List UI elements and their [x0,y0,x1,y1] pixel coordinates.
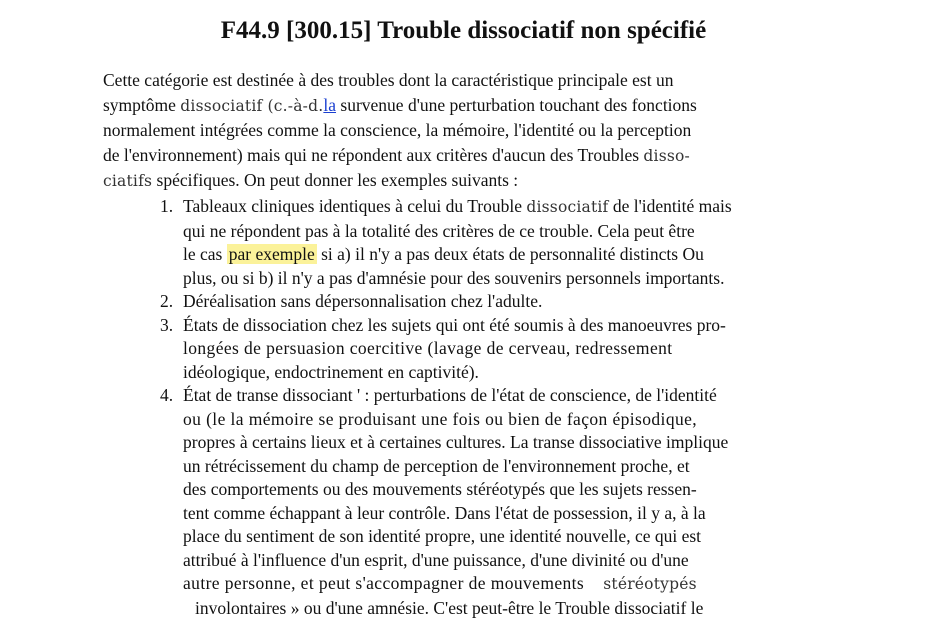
intro-line [103,143,863,169]
item-text: le cas [183,244,227,264]
item-line: involontaires » ou d'une amnésie. C'est peut-être le Trouble dissociatif le [195,597,704,618]
item-line: États de dissociation chez les sujets qui ont été soumis à des manoeuvres pro- [183,314,726,335]
intro-text: ciatifs [103,172,153,190]
item-line [183,572,855,597]
item-line: plus, ou si b) il n'y a pas d'amnésie pour des souvenirs personnels importants. [183,267,725,288]
list-item [155,195,855,290]
intro-text: dissociatif (c.-à-d. [180,96,324,115]
intro-line: normalement intégrées comme la conscience, la mémoire, l'identité ou la perception [103,120,692,140]
item-line: tent comme échappant à leur contrôle. Dans l'état de possession, il y a, à la [183,502,706,523]
la-link[interactable]: la [323,94,337,115]
list-number: 4. [160,385,174,405]
item-line: longées de persuasion coercitive (lavage de cerveau, redressement [183,338,673,358]
item-text: stéréotypés [603,575,697,593]
item-line: Déréalisation sans dépersonnalisation chez l'adulte. [183,291,543,311]
item-text: si a) il n'y a pas deux états de personnalité distincts Ou [316,244,704,264]
item-line: qui ne répondent pas à la totalité des critères de ce trouble. Cela peut être [183,220,695,241]
item-line: attribué à l'influence d'un esprit, d'une puissance, d'une divinité ou d'une [183,549,689,570]
list-item [155,290,855,314]
intro-text: symptôme [103,94,181,115]
examples-list [155,195,855,620]
list-item [155,384,855,620]
intro-line [103,93,863,119]
intro-line [103,168,863,194]
intro-text: disso- [643,146,690,165]
item-line: un rétrécissement du champ de perception de l'environnement proche, et [183,455,690,476]
item-line: propres à certains lieux et à certaines cultures. La transe dissociative implique [183,432,729,452]
list-number: 3. [160,314,174,335]
list-number: 1. [160,196,174,216]
item-text: de l'identité mais [608,196,732,216]
intro-paragraph [103,68,863,194]
item-line: place du sentiment de son identité propre, une identité nouvelle, ce qui est [183,526,702,546]
item-line: des comportements ou des mouvements stéréotypés que les sujets ressen- [183,479,697,499]
list-number: 2. [160,291,174,311]
item-text: dissociatif [526,198,609,216]
intro-text: de l'environnement) mais qui ne répondent aux critères d'aucun des Troubles [103,144,644,165]
highlighted-text[interactable]: par exemple [228,244,315,264]
page-title: F44.9 [300.15] Trouble dissociatif non spécifié [220,17,707,44]
item-text: autre personne, et peut s'accompagner de mouvements [183,573,589,593]
item-line: idéologique, endoctrinement en captivité). [183,361,479,382]
item-line [183,195,855,220]
item-line: ou (le la mémoire se produisant une fois ou bien de façon épisodique, [183,408,698,429]
item-line [183,243,855,267]
list-item [155,314,855,385]
item-line: État de transe dissociant ' : perturbations de l'état de conscience, de l'identité [183,385,717,405]
intro-text: spécifiques. On peut donner les exemples suivants : [152,170,519,190]
intro-line: Cette catégorie est destinée à des troubles dont la caractéristique principale est un [103,70,674,90]
intro-text: survenue d'une perturbation touchant des fonctions [336,94,697,115]
item-text: Tableaux cliniques identiques à celui du Trouble [183,196,527,216]
